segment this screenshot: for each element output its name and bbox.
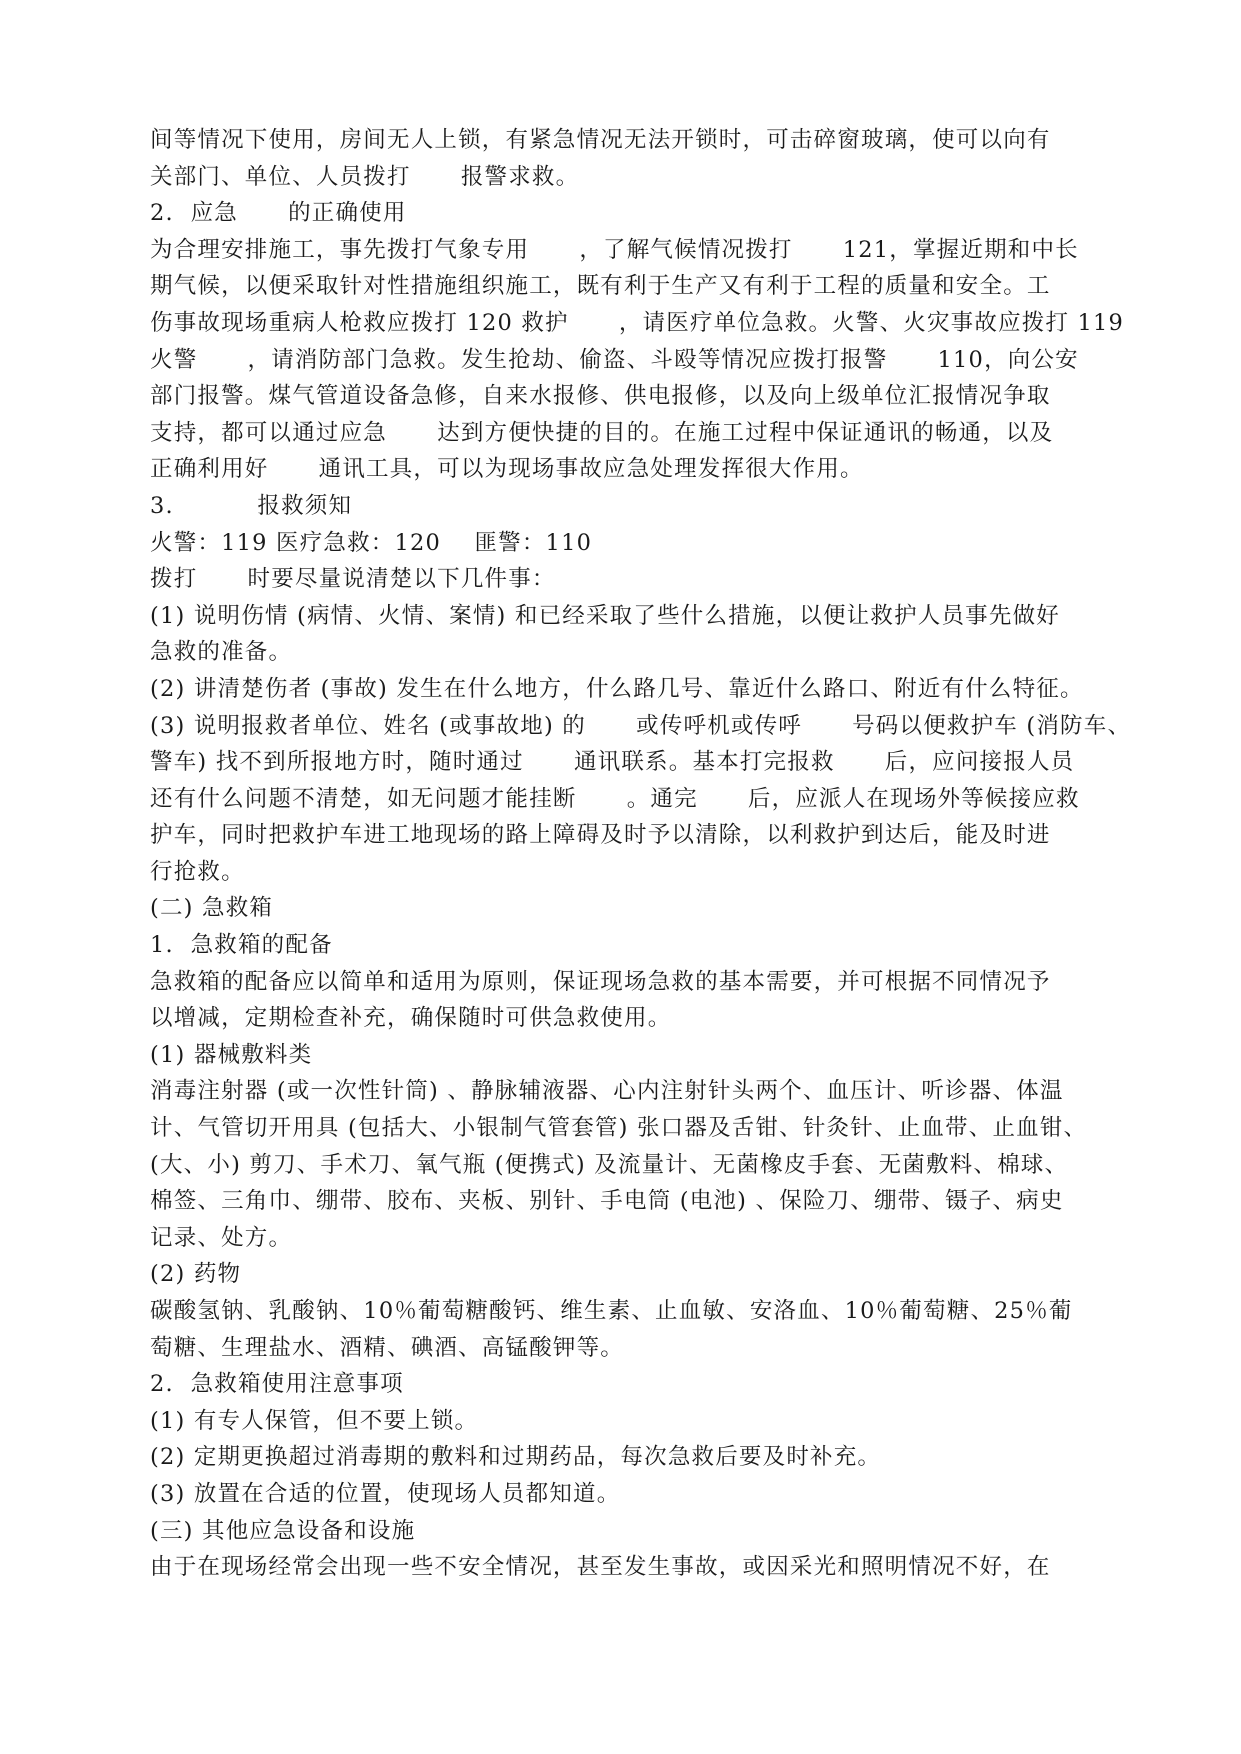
section-heading: 2. 应急 的正确使用 <box>150 200 407 227</box>
text-line: 护车，同时把救护车进工地现场的路上障碍及时予以清除，以利救护到达后，能及时进 <box>150 822 1051 849</box>
text-line: 棉签、三角巾、绷带、胶布、夹板、别针、手电筒 (电池) 、保险刀、绷带、镊子、病史 <box>150 1188 1064 1215</box>
text-line: 火警 ，请消防部门急救。发生抢劫、偷盗、斗殴等情况应拨打报警 110，向公安 <box>150 346 1079 373</box>
text-line: 行抢救。 <box>150 858 245 885</box>
text-line: 急救箱的配备应以简单和适用为原则，保证现场急救的基本需要，并可根据不同情况予 <box>150 968 1051 995</box>
text-line: 记录、处方。 <box>150 1224 293 1251</box>
text-line: 还有什么问题不清楚，如无问题才能挂断 。通完 后，应派人在现场外等候接应救 <box>150 785 1080 812</box>
text-line: 部门报警。煤气管道设备急修，自来水报修、供电报修，以及向上级单位汇报情况争取 <box>150 383 1051 410</box>
section-heading: (2) 药物 <box>150 1261 242 1288</box>
section-heading: 1. 急救箱的配备 <box>150 932 333 959</box>
section-heading: (二) 急救箱 <box>150 895 274 922</box>
text-line: 支持，都可以通过应急 达到方便快捷的目的。在施工过程中保证通讯的畅通，以及 <box>150 419 1054 446</box>
text-line: 消毒注射器 (或一次性针筒) 、静脉辅液器、心内注射针头两个、血压计、听诊器、体温 <box>150 1078 1064 1105</box>
text-line: 计、气管切开用具 (包括大、小银制气管套管) 张口器及舌钳、针灸针、止血带、止血钳、 <box>150 1115 1088 1142</box>
list-item: (2) 定期更换超过消毒期的敷料和过期药品，每次急救后要及时补充。 <box>150 1444 882 1471</box>
text-line: 由于在现场经常会出现一些不安全情况，甚至发生事故，或因采光和照明情况不好，在 <box>150 1554 1051 1581</box>
text-line: 拨打 时要尽量说清楚以下几件事： <box>150 566 556 593</box>
document-body <box>150 122 1132 1586</box>
section-heading: (1) 器械敷料类 <box>150 1041 313 1068</box>
text-line: 警车) 找不到所报地方时，随时通过 通讯联系。基本打完报救 后，应问接报人员 <box>150 749 1075 776</box>
text-line: 以增减，定期检查补充，确保随时可供急救使用。 <box>150 1005 672 1032</box>
list-item: (3) 放置在合适的位置，使现场人员都知道。 <box>150 1480 621 1507</box>
list-item: (1) 说明伤情 (病情、火情、案情) 和已经采取了些什么措施，以便让救护人员事先做好 <box>150 602 1060 629</box>
text-line: (大、小) 剪刀、手术刀、氧气瓶 (便携式) 及流量计、无菌橡皮手套、无菌敷料、棉球、 <box>150 1151 1069 1178</box>
list-item: (2) 讲清楚伤者 (事故) 发生在什么地方，什么路几号、靠近什么路口、附近有什么特征。 <box>150 675 1084 702</box>
text-line: 火警：119 医疗急救：120 匪警：110 <box>150 529 593 556</box>
text-line: 期气候，以便采取针对性措施组织施工，既有利于生产又有利于工程的质量和安全。工 <box>150 273 1051 300</box>
section-heading: 3. 报救须知 <box>150 492 353 519</box>
text-line: 为合理安排施工，事先拨打气象专用 ，了解气候情况拨打 121，掌握近期和中长 <box>150 236 1079 263</box>
text-line: 关部门、单位、人员拨打 报警求救。 <box>150 163 580 190</box>
text-line: 间等情况下使用，房间无人上锁，有紧急情况无法开锁时，可击碎窗玻璃，使可以向有 <box>150 127 1051 153</box>
section-heading: (三) 其他应急设备和设施 <box>150 1517 416 1544</box>
text-line: 萄糖、生理盐水、酒精、碘酒、高锰酸钾等。 <box>150 1334 625 1361</box>
text-line: 急救的准备。 <box>150 639 293 666</box>
text-line: 碳酸氢钠、乳酸钠、10％葡萄糖酸钙、维生素、止血敏、安洛血、10％葡萄糖、25％葡 <box>150 1298 1073 1324</box>
text-line: 伤事故现场重病人枪救应拨打 120 救护 ，请医疗单位急救。火警、火灾事故应拨打 119 <box>150 309 1125 336</box>
list-item: (3) 说明报救者单位、姓名 (或事故地) 的 或传呼机或传呼 号码以便救护车 (消防车、 <box>150 712 1132 739</box>
text-line: 正确利用好 通讯工具，可以为现场事故应急处理发挥很大作用。 <box>150 456 864 483</box>
section-heading: 2. 急救箱使用注意事项 <box>150 1371 404 1398</box>
list-item: (1) 有专人保管，但不要上锁。 <box>150 1407 479 1434</box>
